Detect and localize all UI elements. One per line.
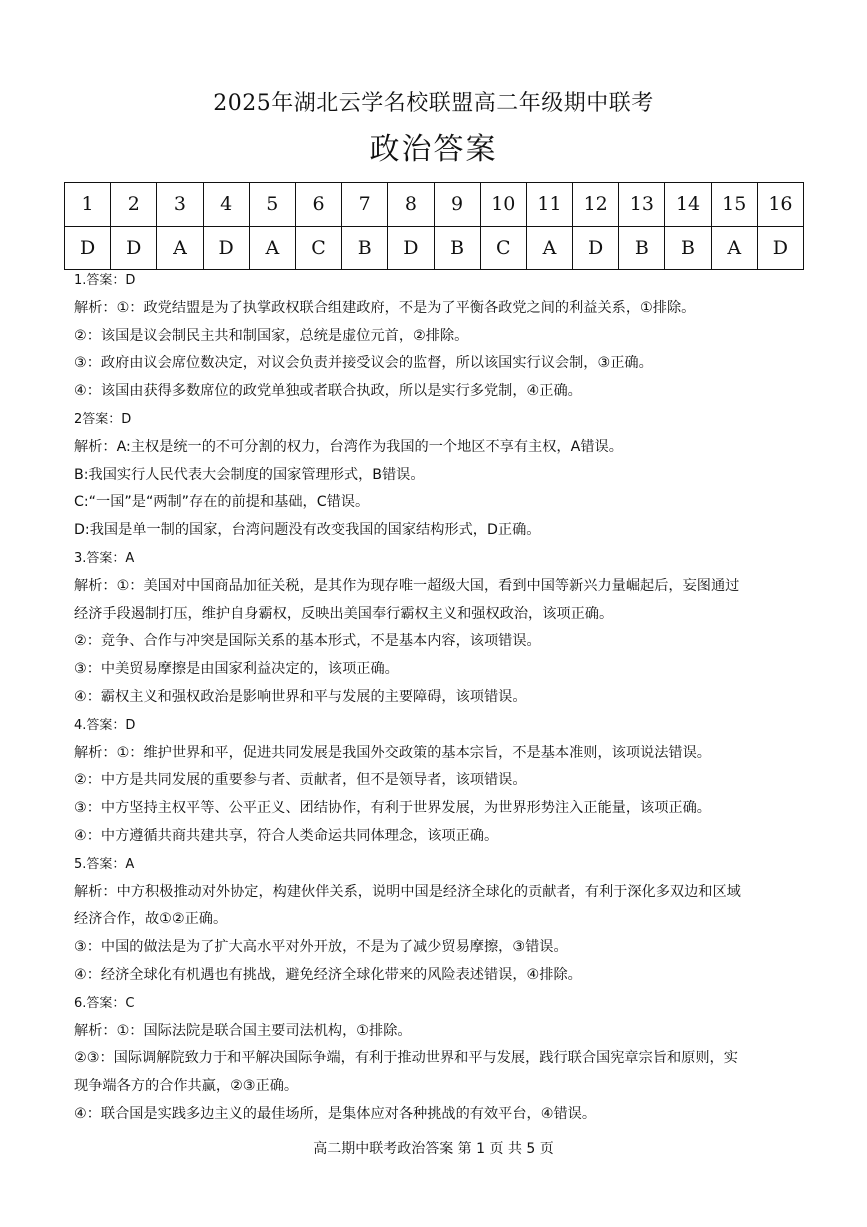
question-number-cell: 15 — [711, 183, 757, 227]
question-number-cell: 6 — [295, 183, 341, 227]
question-number-cell: 13 — [619, 183, 665, 227]
page-subtitle: 政治答案 — [369, 132, 498, 167]
text-line: 3.答案：A — [74, 550, 135, 566]
answer-cell: B — [619, 226, 665, 270]
question-number-cell: 10 — [480, 183, 526, 227]
question-number-cell: 16 — [757, 183, 803, 227]
question-number-cell: 5 — [249, 183, 295, 227]
question-number-row — [65, 183, 804, 227]
text-line: ③：中美贸易摩擦是由国家利益决定的，该项正确。 — [74, 661, 399, 678]
answer-cell: D — [65, 226, 111, 270]
text-line: ②：竞争、合作与冲突是国际关系的基本形式，不是基本内容，该项错误。 — [74, 633, 541, 650]
answer-cell: D — [757, 226, 803, 270]
text-line: ④：联合国是实践多边主义的最佳场所，是集体应对各种挑战的有效平台，④错误。 — [74, 1105, 597, 1122]
text-line: ②③：国际调解院致力于和平解决国际争端，有利于推动世界和平与发展，践行联合国宪章宗旨和原则，实 — [74, 1050, 738, 1067]
text-line: 经济合作，故①②正确。 — [74, 911, 228, 928]
text-line: 解析：①：美国对中国商品加征关税，是其作为现存唯一超级大国，看到中国等新兴力量崛起后，妄图通过 — [74, 577, 740, 594]
text-line: ④：经济全球化有机遇也有挑战，避免经济全球化带来的风险表述错误，④排除。 — [74, 966, 582, 983]
question-number-cell: 11 — [526, 183, 572, 227]
text-line: D:我国是单一制的国家，台湾问题没有改变我国的国家结构形式，D正确。 — [74, 522, 541, 539]
text-line: ②：中方是共同发展的重要参与者、贡献者，但不是领导者，该项错误。 — [74, 772, 527, 789]
answer-cell: D — [111, 226, 157, 270]
answer-cell: C — [480, 226, 526, 270]
page-footer: 高二期中联考政治答案 第 1 页 共 5 页 — [313, 1141, 554, 1157]
question-number-cell: 8 — [388, 183, 434, 227]
answer-cell: C — [295, 226, 341, 270]
text-line: 解析：①：国际法院是联合国主要司法机构，①排除。 — [74, 1022, 412, 1039]
text-line: ③：政府由议会席位数决定，对议会负责并接受议会的监督，所以该国实行议会制，③正确。 — [74, 355, 653, 372]
text-line: ④：该国由获得多数席位的政党单独或者联合执政，所以是实行多党制，④正确。 — [74, 383, 582, 400]
text-line: 经济手段遏制打压，维护自身霸权，反映出美国奉行霸权主义和强权政治，该项正确。 — [74, 605, 614, 622]
answer-cell: D — [203, 226, 249, 270]
text-line: 解析：A:主权是统一的不可分割的权力，台湾作为我国的一个地区不享有主权，A错误。 — [74, 438, 623, 455]
text-line: ③：中国的做法是为了扩大高水平对外开放，不是为了减少贸易摩擦，③错误。 — [74, 939, 568, 956]
answer-cell: B — [434, 226, 480, 270]
answer-cell: B — [342, 226, 388, 270]
answer-table — [64, 182, 804, 270]
answer-cell: A — [711, 226, 757, 270]
text-line: 现争端各方的合作共赢，②③正确。 — [74, 1078, 299, 1095]
text-line: 2答案：D — [74, 411, 132, 427]
text-line: C:“一国”是“两制”存在的前提和基础，C错误。 — [74, 494, 370, 511]
question-number-cell: 1 — [65, 183, 111, 227]
answer-row — [65, 226, 804, 270]
text-line: ③：中方坚持主权平等、公平正义、团结协作，有利于世界发展，为世界形势注入正能量，该项正确。 — [74, 800, 711, 817]
question-number-cell: 9 — [434, 183, 480, 227]
answer-cell: A — [249, 226, 295, 270]
question-number-cell: 3 — [157, 183, 203, 227]
question-number-cell: 14 — [665, 183, 711, 227]
question-number-cell: 2 — [111, 183, 157, 227]
text-line: 解析：①：政党结盟是为了执掌政权联合组建政府，不是为了平衡各政党之间的利益关系，①排除。 — [74, 299, 696, 316]
answer-cell: A — [157, 226, 203, 270]
page-title: 2025年湖北云学名校联盟高二年级期中联考 — [213, 91, 654, 116]
answer-cell: D — [388, 226, 434, 270]
question-number-cell: 12 — [573, 183, 619, 227]
text-line: 5.答案：A — [74, 856, 135, 872]
text-line: B:我国实行人民代表大会制度的国家管理形式，B错误。 — [74, 466, 425, 483]
text-line: 解析：中方积极推动对外协定，构建伙伴关系，说明中国是经济全球化的贡献者，有利于深化多双边和区域 — [74, 883, 741, 900]
text-line: 6.答案：C — [74, 995, 135, 1011]
text-line: 4.答案：D — [74, 717, 136, 733]
question-number-cell: 7 — [342, 183, 388, 227]
answer-cell: A — [526, 226, 572, 270]
answer-cell: B — [665, 226, 711, 270]
text-line: ②：该国是议会制民主共和制国家，总统是虚位元首，②排除。 — [74, 327, 469, 344]
question-number-cell: 4 — [203, 183, 249, 227]
text-line: ④：霸权主义和强权政治是影响世界和平与发展的主要障碍，该项错误。 — [74, 688, 527, 705]
text-line: ④：中方遵循共商共建共享，符合人类命运共同体理念，该项正确。 — [74, 827, 499, 844]
text-line: 解析：①：维护世界和平，促进共同发展是我国外交政策的基本宗旨，不是基本准则，该项说法错误。 — [74, 744, 711, 761]
text-line: 1.答案：D — [74, 273, 136, 288]
explanations — [74, 267, 814, 1129]
answer-cell: D — [573, 226, 619, 270]
